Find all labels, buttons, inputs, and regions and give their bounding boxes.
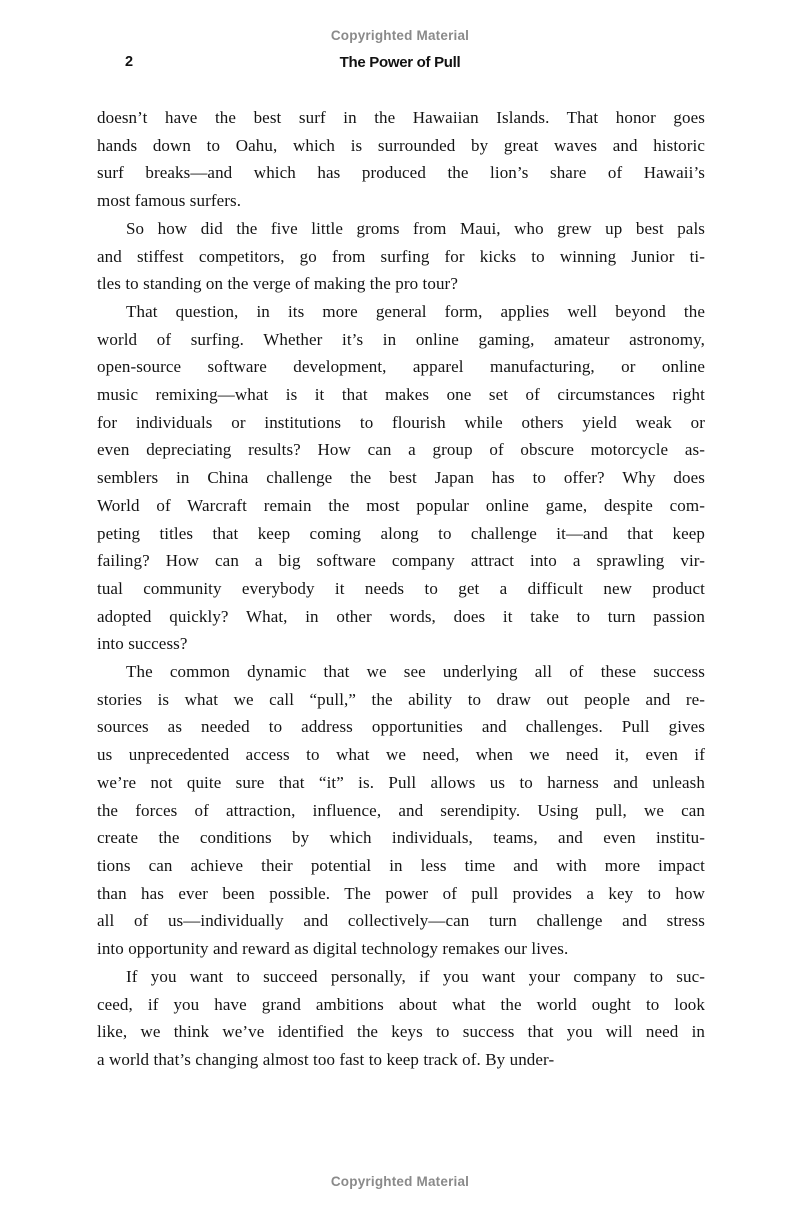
text-line: for individuals or institutions to flourish while others yield weak or <box>97 412 705 432</box>
text-line: doesn’t have the best surf in the Hawaiian Islands. That honor goes <box>97 108 705 127</box>
text-line: and stiffest competitors, go from surfing for kicks to winning Junior ti- <box>97 246 705 266</box>
running-title: The Power of Pull <box>339 54 461 71</box>
text-line: tual community everybody it needs to get a difficult new product <box>97 578 705 598</box>
paragraph <box>97 104 705 215</box>
text-line: stories is what we call “pull,” the ability to draw out people and re- <box>97 689 705 709</box>
page-number: 2 <box>125 54 133 70</box>
text-line: adopted quickly? What, in other words, does it take to turn passion <box>97 606 705 626</box>
text-line: surf breaks—and which has produced the lion’s share of Hawaii’s <box>97 163 705 183</box>
text-line: If you want to succeed personally, if you want your company to suc- <box>126 966 705 986</box>
text-line: all of us—individually and collectively—can turn challenge and stress <box>97 911 705 931</box>
text-line: into opportunity and reward as digital technology remakes our lives. <box>97 939 569 959</box>
text-line: open-source software development, apparel manufacturing, or online <box>97 357 705 377</box>
text-line: we’re not quite sure that “it” is. Pull allows us to harness and unleash <box>97 772 705 792</box>
text-line: music remixing—what is it that makes one set of circumstances right <box>97 385 705 405</box>
copyright-notice-bottom: Copyrighted Material <box>330 1174 470 1189</box>
paragraph <box>97 215 705 298</box>
text-line: even depreciating results? How can a group of obscure motorcycle as- <box>97 440 705 460</box>
text-line: create the conditions by which individuals, teams, and even institu- <box>97 828 705 848</box>
body-text <box>97 104 705 1074</box>
text-line: a world that’s changing almost too fast to keep track of. By under- <box>97 1049 555 1069</box>
text-line: World of Warcraft remain the most popular online game, despite com- <box>97 495 705 515</box>
text-line: peting titles that keep coming along to challenge it—and that keep <box>97 523 705 543</box>
text-line: ceed, if you have grand ambitions about what the world ought to look <box>97 994 705 1014</box>
copyright-notice-top: Copyrighted Material <box>330 28 470 43</box>
text-line: sources as needed to address opportunities and challenges. Pull gives <box>97 717 705 737</box>
text-line: That question, in its more general form, applies well beyond the <box>126 301 705 321</box>
paragraph <box>97 658 705 963</box>
text-line: into success? <box>97 634 188 654</box>
text-line: like, we think we’ve identified the keys to success that you will need in <box>97 1022 705 1042</box>
text-line: the forces of attraction, influence, and serendipity. Using pull, we can <box>97 800 705 820</box>
text-line: So how did the five little groms from Maui, who grew up best pals <box>126 218 705 238</box>
text-line: us unprecedented access to what we need, when we need it, even if <box>97 745 705 765</box>
paragraph <box>97 298 705 658</box>
text-line: tions can achieve their potential in less time and with more impact <box>97 855 705 875</box>
paragraph <box>97 963 705 1074</box>
text-line: semblers in China challenge the best Japan has to offer? Why does <box>97 468 705 488</box>
running-header <box>0 54 800 74</box>
text-line: hands down to Oahu, which is surrounded by great waves and historic <box>97 135 705 155</box>
text-line: The common dynamic that we see underlying all of these success <box>126 662 705 682</box>
text-line: tles to standing on the verge of making the pro tour? <box>97 274 458 294</box>
text-line: world of surfing. Whether it’s in online gaming, amateur astronomy, <box>97 329 705 349</box>
text-line: most famous surfers. <box>97 191 242 211</box>
text-line: failing? How can a big software company attract into a sprawling vir- <box>97 551 705 571</box>
text-line: than has ever been possible. The power of pull provides a key to how <box>97 883 705 903</box>
